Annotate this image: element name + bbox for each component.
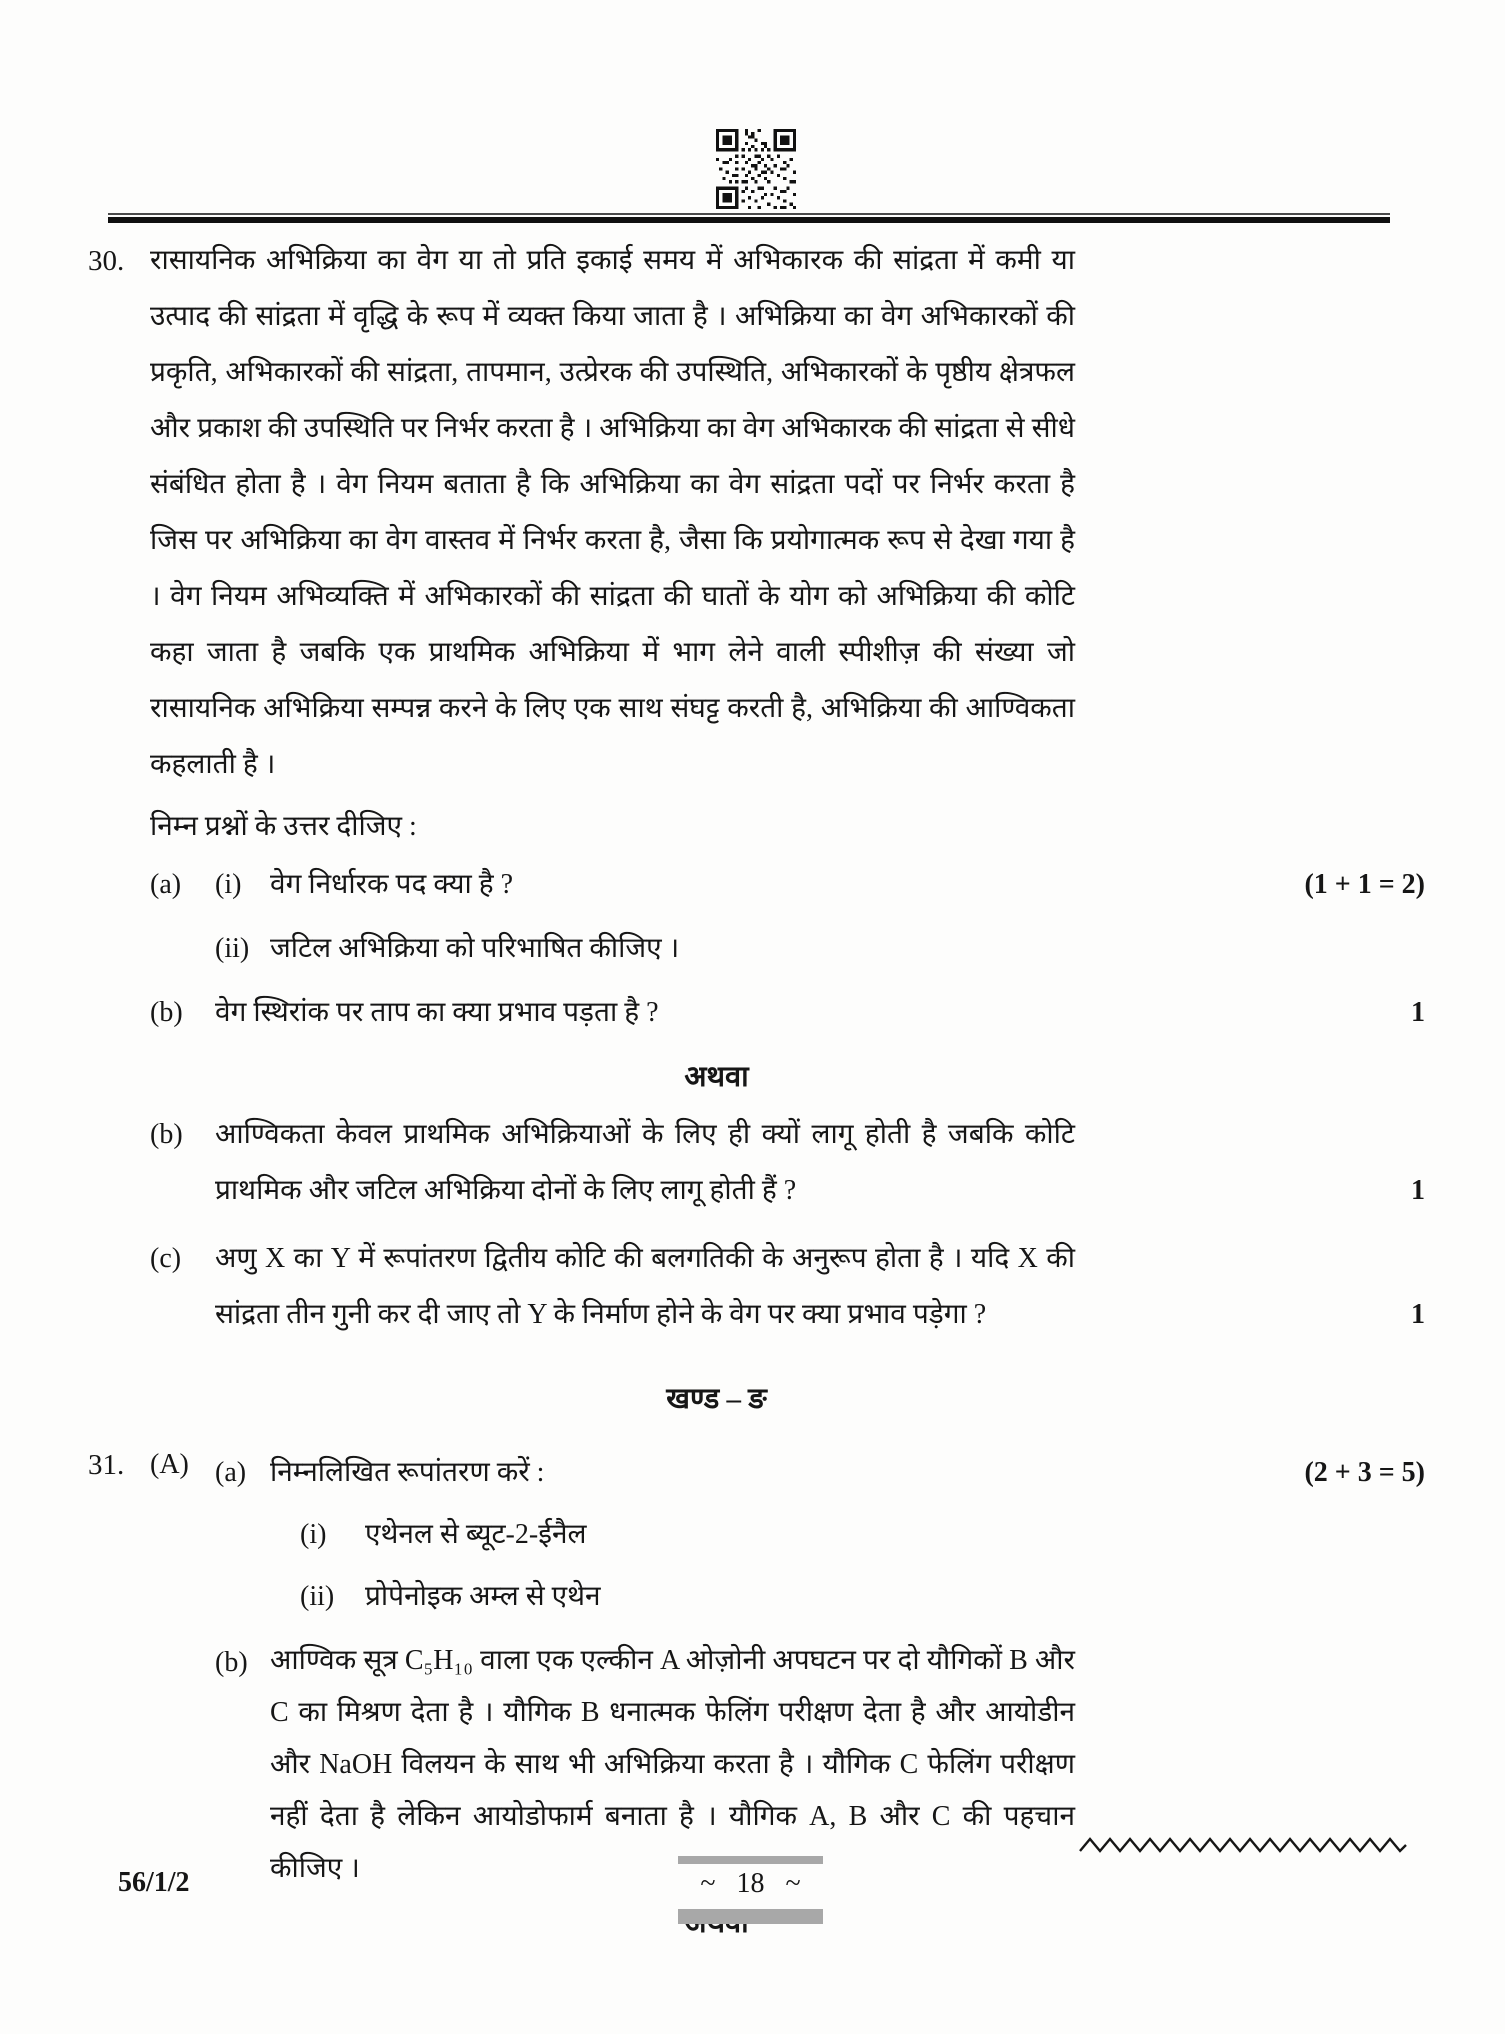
part-row-a-ii <box>150 921 1425 977</box>
page-number-strip <box>678 1856 823 1924</box>
part-text: वेग स्थिरांक पर ताप का क्या प्रभाव पड़ता है ? <box>215 997 659 1028</box>
question-31 <box>88 1437 1425 1895</box>
marks-value: (2 + 3 = 5) <box>1304 1457 1425 1488</box>
subitem-label: (ii) <box>300 1581 335 1612</box>
subitem-row-ii <box>215 1569 1425 1625</box>
subitem-text: एथेनल से ब्यूट-2-ईनैल <box>365 1519 587 1550</box>
zigzag-divider <box>1078 1834 1408 1856</box>
question-31-group-label: (A) <box>150 1449 189 1480</box>
part-text: आण्विकता केवल प्राथमिक अभिक्रियाओं के लिए ही क्यों लागू होती है जबकि कोटि प्राथमिक और जटिल अभिक्रिया दोनों के लिए लागू होती हैं ? <box>215 1119 1075 1206</box>
part-text: आण्विक सूत्र C₅H₁₀ वाला एक एल्कीन A ओज़ोनी अपघटन पर दो यौगिकों B और C का मिश्रण देता है । यौगिक B धनात्मक फेलिंग परीक्षण देता है और आयोडीन और NaOH विलयन के साथ भी अभिक्रिया करता है । यौगिक C फेलिंग परीक्षण नहीं देता है लेकिन आयोडोफार्म बनाता है । यौगिक A, B और C की पहचान कीजिए । <box>270 1645 1075 1884</box>
marks-value: 1 <box>1411 1175 1425 1206</box>
part-row-b <box>150 985 1425 1041</box>
part-row-31a <box>215 1445 1425 1501</box>
part-label: (a) <box>215 1457 247 1488</box>
part-label: (b) <box>150 997 183 1028</box>
page-number: ~ 18 ~ <box>700 1868 801 1899</box>
part-row-c <box>150 1231 1425 1343</box>
strip-bar-bottom <box>678 1909 823 1924</box>
part-text: वेग निर्धारक पद क्या है ? <box>270 869 514 900</box>
subitem-text: प्रोपेनोइक अम्ल से एथेन <box>365 1581 601 1612</box>
subitem-row-i <box>215 1507 1425 1563</box>
part-row-a-i <box>150 857 1425 913</box>
qr-code <box>716 129 796 209</box>
part-sublabel: (ii) <box>215 933 250 964</box>
part-label: (a) <box>150 869 182 900</box>
question-30-instruction: निम्न प्रश्नों के उत्तर दीजिए : <box>150 811 417 842</box>
footer-paper-code: 56/1/2 <box>118 1867 190 1898</box>
part-text: निम्नलिखित रूपांतरण करें : <box>270 1457 545 1488</box>
or-part-row-b <box>150 1107 1425 1219</box>
part-sublabel: (i) <box>215 869 242 900</box>
marks-value: 1 <box>1411 1299 1425 1330</box>
question-30-or-parts <box>88 1099 1425 1343</box>
question-30-passage: रासायनिक अभिक्रिया का वेग या तो प्रति इकाई समय में अभिकारक की सांद्रता में कमी या उत्पाद की सांद्रता में वृद्धि के रूप में व्यक्त किया जाता है । अभिक्रिया का वेग अभिकारकों की प्रकृति, अभिकारकों की सांद्रता, तापमान, उत्प्रेरक की उपस्थिति, अभिकारकों के पृष्ठीय क्षेत्रफल और प्रकाश की उपस्थिति पर निर्भर करता है । अभिक्रिया का वेग अभिकारक की सांद्रता से सीधे संबंधित होता है । वेग नियम बताता है कि अभिक्रिया का वेग सांद्रता पदों पर निर्भर करता है जिस पर अभिक्रिया का वेग वास्तव में निर्भर करता है, जैसा कि प्रयोगात्मक रूप से देखा गया है । वेग नियम अभिव्यक्ति में अभिकारकों की सांद्रता की घातों के योग को अभिक्रिया की कोटि कहा जाता है जबकि एक प्राथमिक अभिक्रिया में भाग लेने वाली स्पीशीज़ की संख्या जो रासायनिक अभिक्रिया सम्पन्न करने के लिए एक साथ संघट्ट करती है, अभिक्रिया की आण्विकता कहलाती है । <box>150 245 1075 780</box>
part-label: (b) <box>150 1119 183 1150</box>
part-text: जटिल अभिक्रिया को परिभाषित कीजिए । <box>270 933 680 964</box>
part-text: अणु X का Y में रूपांतरण द्वितीय कोटि की बलगतिकी के अनुरूप होता है । यदि X की सांद्रता तीन गुनी कर दी जाए तो Y के निर्माण होने के वेग पर क्या प्रभाव पड़ेगा ? <box>215 1243 1075 1330</box>
question-31-number: 31. <box>88 1449 125 1481</box>
part-label: (c) <box>150 1243 182 1274</box>
marks-value: (1 + 1 = 2) <box>1304 869 1425 900</box>
or-divider-label: अथवा <box>684 1061 749 1093</box>
header-rule <box>108 213 1390 223</box>
question-30 <box>88 233 1425 1041</box>
subitem-label: (i) <box>300 1519 327 1550</box>
question-30-number: 30. <box>88 245 125 277</box>
section-heading: खण्ड – ङ <box>666 1383 767 1415</box>
strip-bar-top <box>678 1856 823 1864</box>
page-content <box>88 233 1425 1945</box>
marks-value: 1 <box>1411 997 1425 1028</box>
part-label: (b) <box>215 1647 248 1678</box>
